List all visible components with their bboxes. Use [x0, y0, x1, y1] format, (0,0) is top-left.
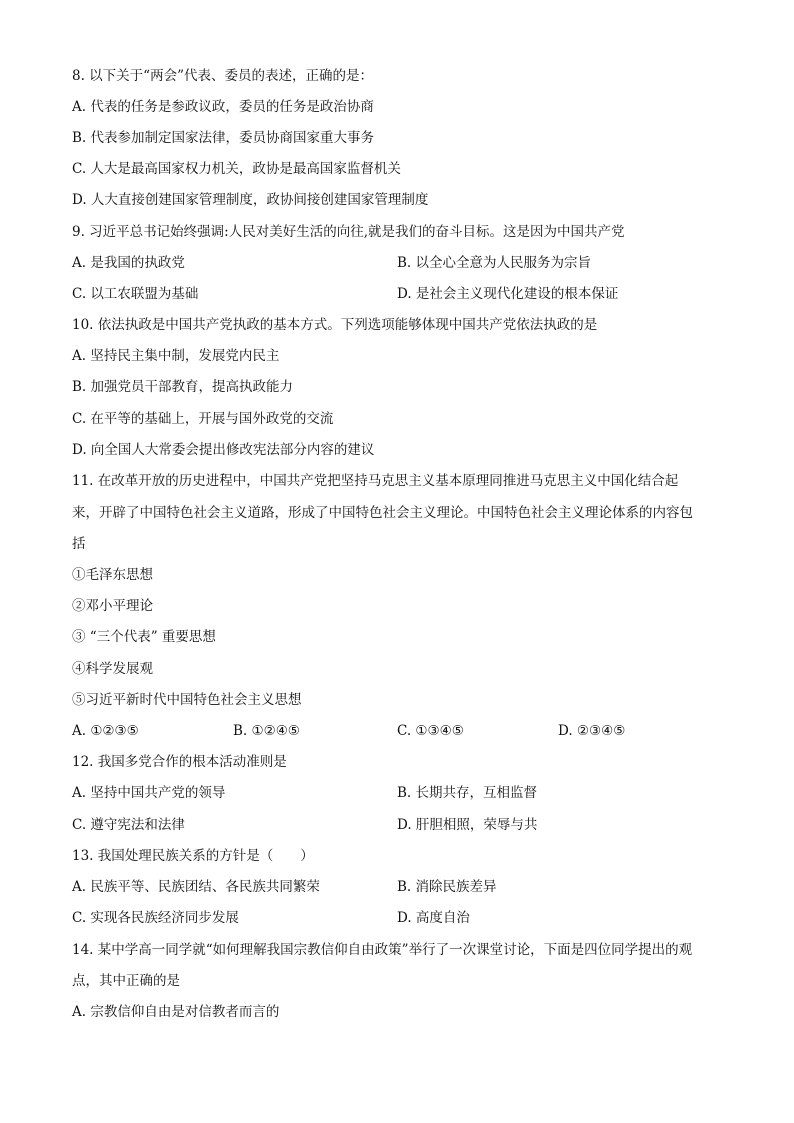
question-9-option-d: D. 是社会主义现代化建设的根本保证	[397, 286, 619, 302]
question-12-option-b: B. 长期共存，互相监督	[397, 785, 538, 801]
question-13-option-a: A. 民族平等、民族团结、各民族共同繁荣	[72, 879, 320, 895]
question-12-option-c: C. 遵守宪法和法律	[72, 817, 185, 833]
question-11-stem-line-2: 来，开辟了中国特色社会主义道路，形成了中国特色社会主义理论。中国特色社会主义理论体系的内容包	[72, 505, 693, 521]
question-14-option-a: A. 宗教信仰自由是对信教者而言的	[72, 1004, 280, 1020]
question-11-stem-line-3: 括	[72, 536, 86, 552]
question-11-stem-line-1: 11. 在改革开放的历史进程中，中国共产党把坚持马克思主义基本原理同推进马克思主义中国化结合起	[72, 473, 679, 489]
question-11-option-d: D. ②③④⑤	[558, 723, 626, 739]
question-10-option-a: A. 坚持民主集中制，发展党内民主	[72, 348, 280, 364]
question-11-item-4: ④科学发展观	[72, 661, 153, 677]
question-13-option-b: B. 消除民族差异	[397, 879, 497, 895]
question-11-item-5: ⑤习近平新时代中国特色社会主义思想	[72, 692, 302, 708]
question-10-option-b: B. 加强党员干部教育，提高执政能力	[72, 379, 294, 395]
question-14-stem-line-2: 点，其中正确的是	[72, 973, 180, 989]
question-14-stem-line-1: 14. 某中学高一同学就“如何理解我国宗教信仰自由政策”举行了一次课堂讨论，下面是四位同学提出的观	[72, 942, 693, 958]
question-13-option-c: C. 实现各民族经济同步发展	[72, 910, 239, 926]
question-10-option-c: C. 在平等的基础上，开展与国外政党的交流	[72, 411, 334, 427]
question-8-option-c: C. 人大是最高国家权力机关，政协是最高国家监督机关	[72, 161, 401, 177]
question-8-stem: 8. 以下关于“两会”代表、委员的表述，正确的是：	[72, 68, 373, 84]
question-8-option-a: A. 代表的任务是参政议政，委员的任务是政治协商	[72, 99, 374, 115]
question-9-option-b: B. 以全心全意为人民服务为宗旨	[397, 255, 592, 271]
question-12-stem: 12. 我国多党合作的根本活动准则是	[72, 754, 287, 770]
question-10-option-d: D. 向全国人大常委会提出修改宪法部分内容的建议	[72, 442, 375, 458]
question-11-option-b: B. ①②④⑤	[233, 723, 300, 739]
question-12-option-a: A. 坚持中国共产党的领导	[72, 785, 226, 801]
question-9-option-c: C. 以工农联盟为基础	[72, 286, 199, 302]
question-11-option-c: C. ①③④⑤	[397, 723, 464, 739]
question-10-stem: 10. 依法执政是中国共产党执政的基本方式。下列选项能够体现中国共产党依法执政的是	[72, 317, 598, 333]
question-8-option-d: D. 人大直接创建国家管理制度，政协间接创建国家管理制度	[72, 192, 429, 208]
question-11-item-3: ③ “三个代表” 重要思想	[72, 629, 216, 645]
question-9-stem: 9. 习近平总书记始终强调:人民对美好生活的向往,就是我们的奋斗目标。这是因为中国共产党	[72, 224, 625, 240]
question-13-stem: 13. 我国处理民族关系的方针是（ ）	[72, 848, 314, 864]
question-9-option-a: A. 是我国的执政党	[72, 255, 185, 271]
question-12-option-d: D. 肝胆相照，荣辱与共	[397, 817, 538, 833]
question-13-option-d: D. 高度自治	[397, 910, 470, 926]
question-11-item-1: ①毛泽东思想	[72, 567, 153, 583]
question-11-option-a: A. ①②③⑤	[72, 723, 139, 739]
question-11-item-2: ②邓小平理论	[72, 598, 153, 614]
question-8-option-b: B. 代表参加制定国家法律，委员协商国家重大事务	[72, 130, 375, 146]
